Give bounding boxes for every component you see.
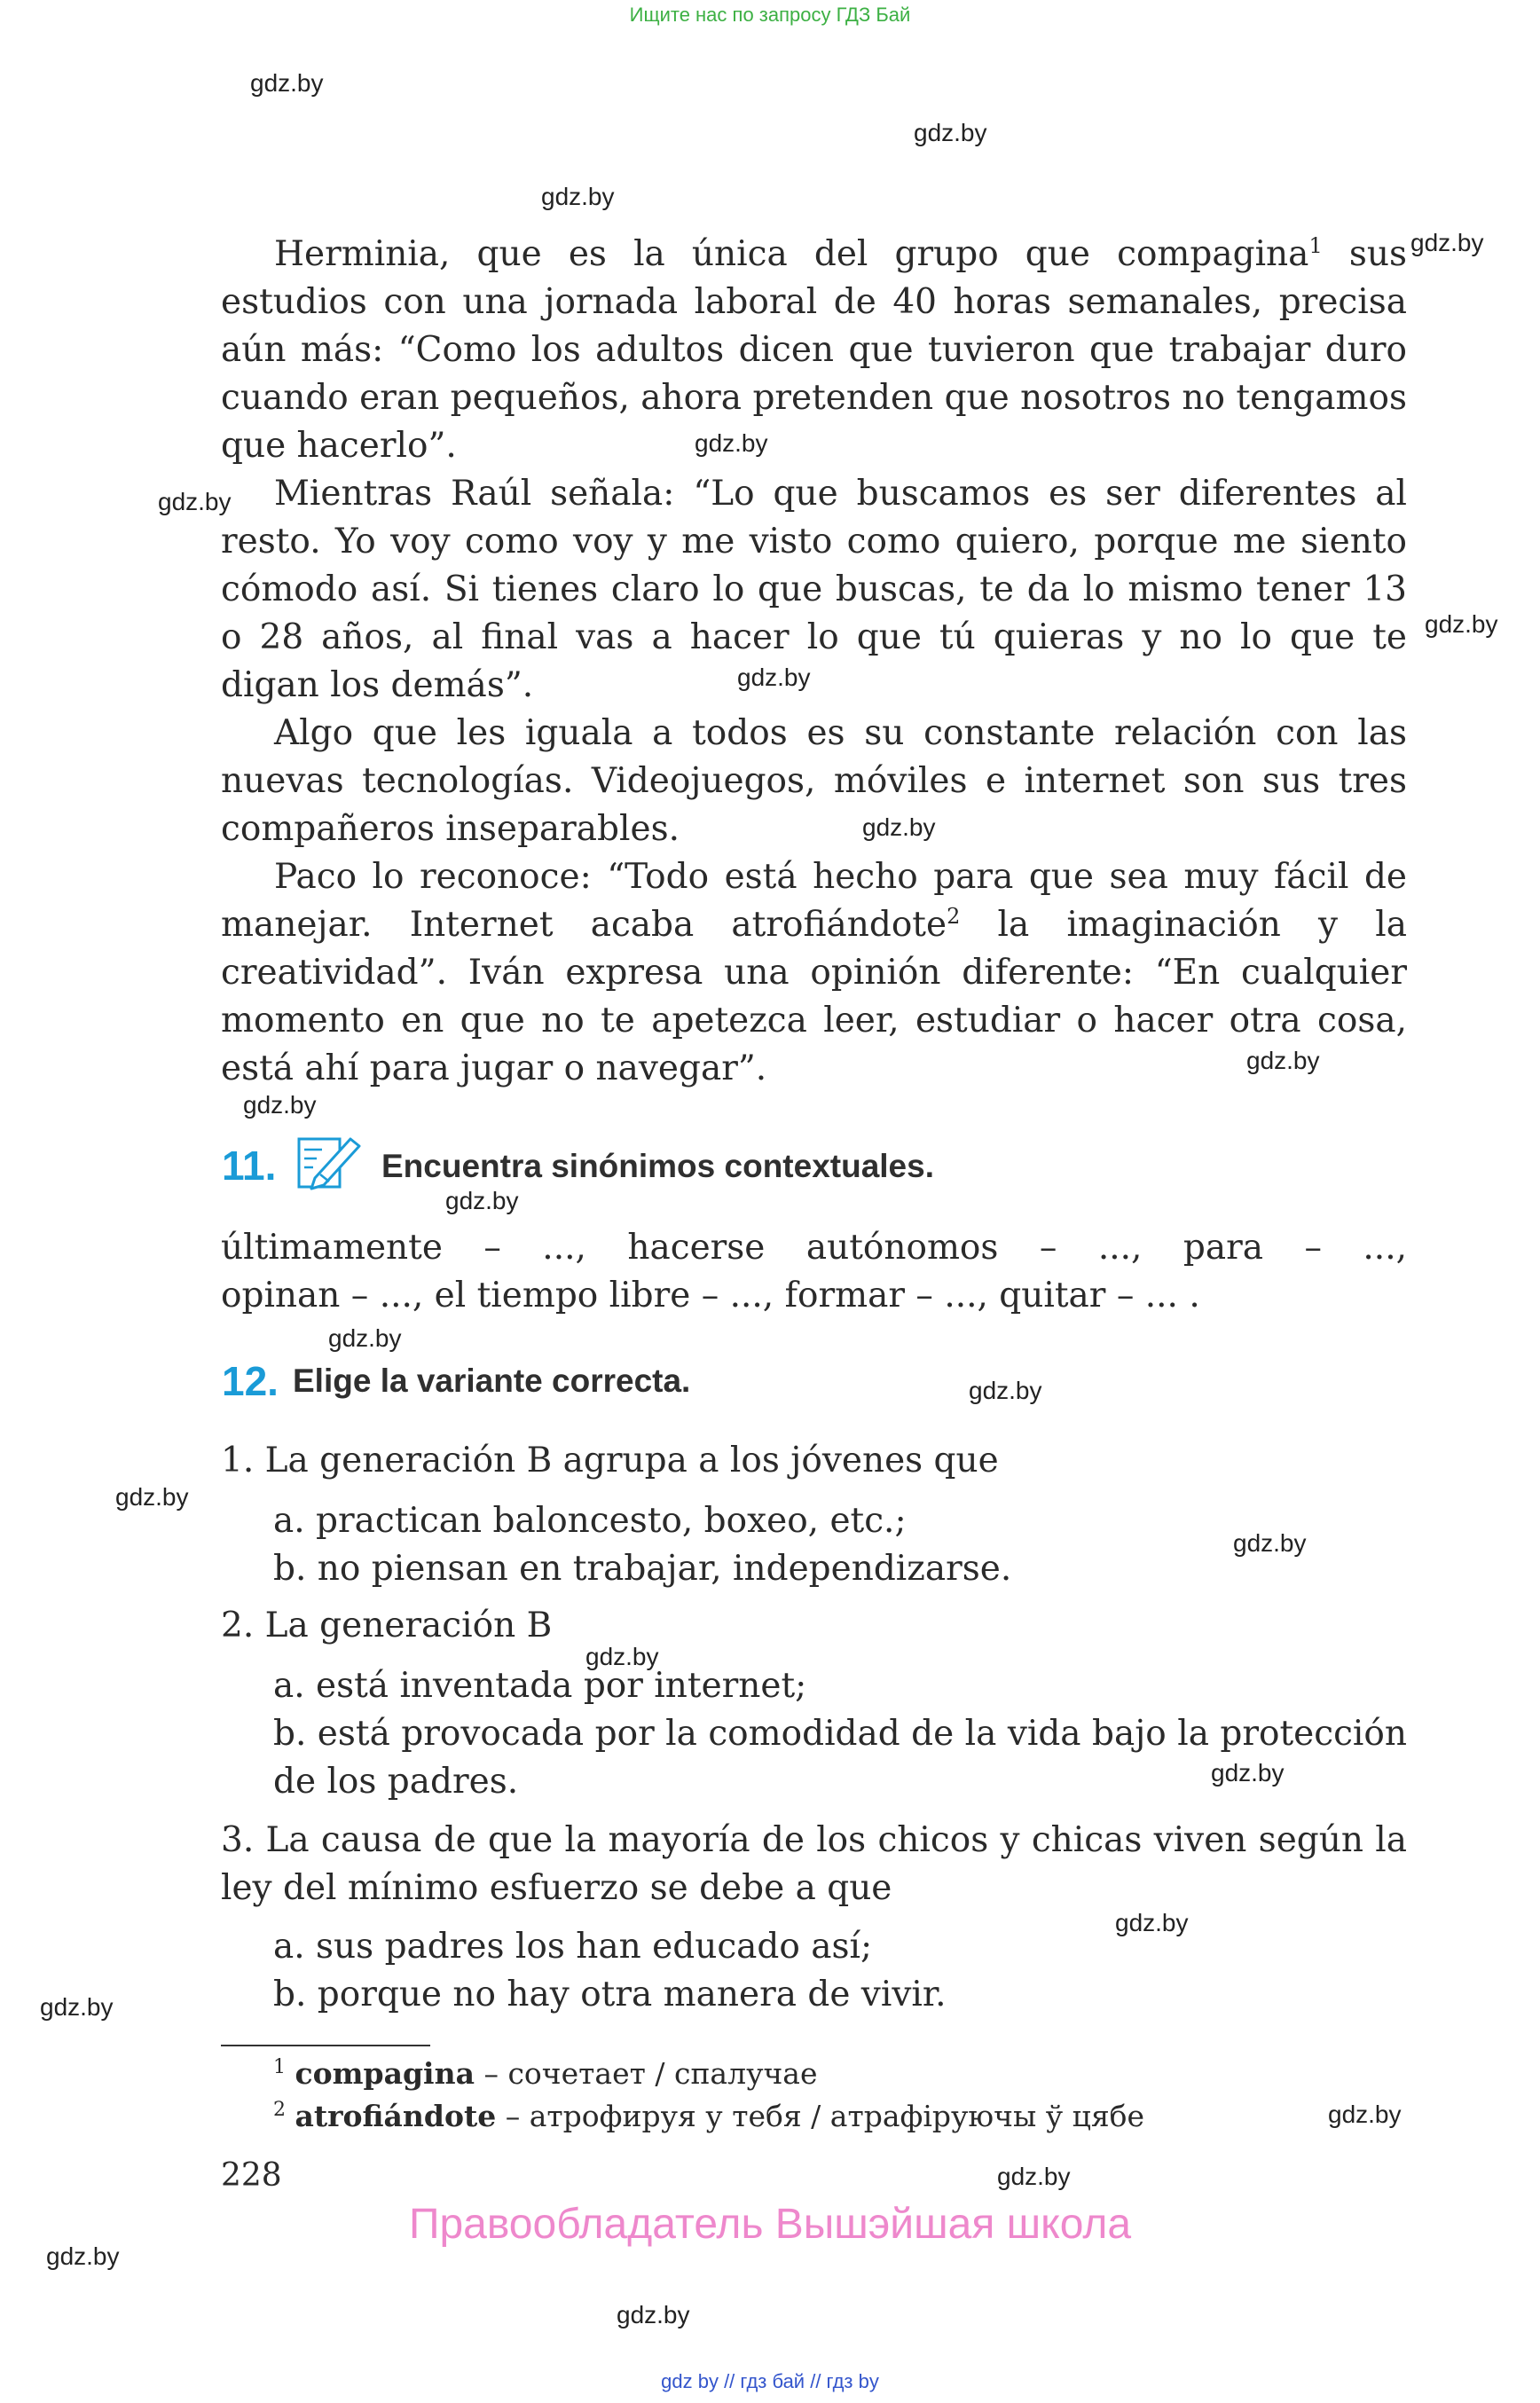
watermark: gdz.by <box>1115 1909 1189 1936</box>
question-1-option-b: b. no piensan en trabajar, independizarse. <box>273 1549 1012 1589</box>
watermark: gdz.by <box>328 1324 402 1352</box>
reading-paragraph-3: Algo que les iguala a todos es su constante relación con las nuevas tecnologías. Videojuegos, móviles e internet son sus tres compañeros inseparables. <box>221 713 1407 849</box>
watermark: gdz.by <box>617 2301 690 2328</box>
question-2-option-a: a. está inventada por internet; <box>273 1666 807 1706</box>
watermark: gdz.by <box>969 1377 1042 1404</box>
reading-paragraph-1: Herminia, que es la única del grupo que compagina$^1$ sus estudios con una jornada laboral de 40 horas semanales, precisa aún más: “Como los adultos dicen que tuvieron que trabajar duro cuando eran pequeños, ahora pretenden que nosotros no tengamos que hacerlo”. <box>221 233 1407 466</box>
watermark: gdz.by <box>1425 610 1498 638</box>
watermark: gdz.by <box>115 1483 189 1511</box>
watermark: gdz.by <box>243 1091 317 1119</box>
watermark: gdz.by <box>46 2242 120 2270</box>
footnote-rule <box>221 2045 430 2046</box>
watermark: gdz.by <box>695 429 768 457</box>
question-2: 2. La generación B <box>221 1606 553 1645</box>
footnote-1: $^1$ compagina – сочетает / спалучае <box>273 2056 818 2091</box>
watermark: gdz.by <box>250 69 324 97</box>
question-2-option-b: b. está provocada por la comodidad de la vida bajo la protección de los padres. <box>273 1714 1407 1802</box>
pencil-notebook-icon <box>295 1132 363 1190</box>
exercise-11-line-1: últimamente – ..., hacerse autónomos – ..., para – ..., <box>221 1228 1407 1268</box>
question-3: 3. La causa de que la mayoría de los chicos y chicas viven según la ley del mínimo esfuerzo se debe a que <box>221 1820 1407 1908</box>
watermark: gdz.by <box>541 183 615 210</box>
top-search-hint[interactable]: Ищите нас по запросу ГДЗ Бай <box>629 4 911 26</box>
question-1-option-a: a. practican baloncesto, boxeo, etc.; <box>273 1501 907 1541</box>
exercise-11-line-2: opinan – ..., el tiempo libre – ..., formar – ..., quitar – ... . <box>221 1276 1200 1315</box>
watermark: gdz.by <box>997 2163 1071 2190</box>
footnote-2: $^2$ atrofiándote – атрофируя у тебя / атрафіруючы ў цябе <box>273 2099 1145 2133</box>
exercise-11-number: 11. <box>222 1143 277 1189</box>
watermark: gdz.by <box>445 1187 519 1214</box>
watermark: gdz.by <box>1211 1759 1285 1787</box>
watermark: gdz.by <box>737 664 811 691</box>
question-3-option-a: a. sus padres los han educado así; <box>273 1927 873 1967</box>
footnote-ref-2: 2 <box>947 904 961 929</box>
watermark: gdz.by <box>1246 1047 1320 1074</box>
reading-paragraph-2: Mientras Raúl señala: “Lo que buscamos es ser diferentes al resto. Yo voy como voy y me visto como quiero, porque me siento cómodo así. Si tienes claro lo que buscas, te da lo mismo tener 13 o 28 años, al final vas a hacer lo que tú quieras y no lo que te digan los demás”. <box>221 474 1407 705</box>
watermark: gdz.by <box>40 1993 114 2021</box>
bottom-links[interactable]: gdz by // гдз бай // гдз by <box>661 2370 879 2392</box>
exercise-12-title: Elige la variante correcta. <box>293 1362 691 1399</box>
watermark: gdz.by <box>914 119 987 146</box>
watermark: gdz.by <box>862 813 936 841</box>
question-1: 1. La generación B agrupa a los jóvenes que <box>221 1441 999 1480</box>
watermark: gdz.by <box>1328 2101 1402 2128</box>
watermark: gdz.by <box>1233 1529 1307 1557</box>
exercise-11-title: Encuentra sinónimos contextuales. <box>381 1148 934 1184</box>
watermark: gdz.by <box>585 1643 659 1670</box>
exercise-12-number: 12. <box>222 1358 279 1404</box>
watermark: gdz.by <box>1410 229 1484 256</box>
copyright-holder: Правообладатель Вышэйшая школа <box>408 2201 1132 2248</box>
question-3-option-b: b. porque no hay otra manera de vivir. <box>273 1975 947 2014</box>
page-number: 228 <box>221 2157 282 2194</box>
watermark: gdz.by <box>158 488 232 515</box>
reading-paragraph-4: Paco lo reconoce: “Todo está hecho para que sea muy fácil de manejar. Internet acaba atrofiándote$^2$ la imaginación y la creatividad”. Iván expresa una opinión diferente: “En cualquier momento en que no te apetezca leer, estudiar o hacer otra cosa, está ahí para jugar o navegar”. <box>221 857 1407 1088</box>
footnote-ref-1: 1 <box>1308 233 1323 258</box>
